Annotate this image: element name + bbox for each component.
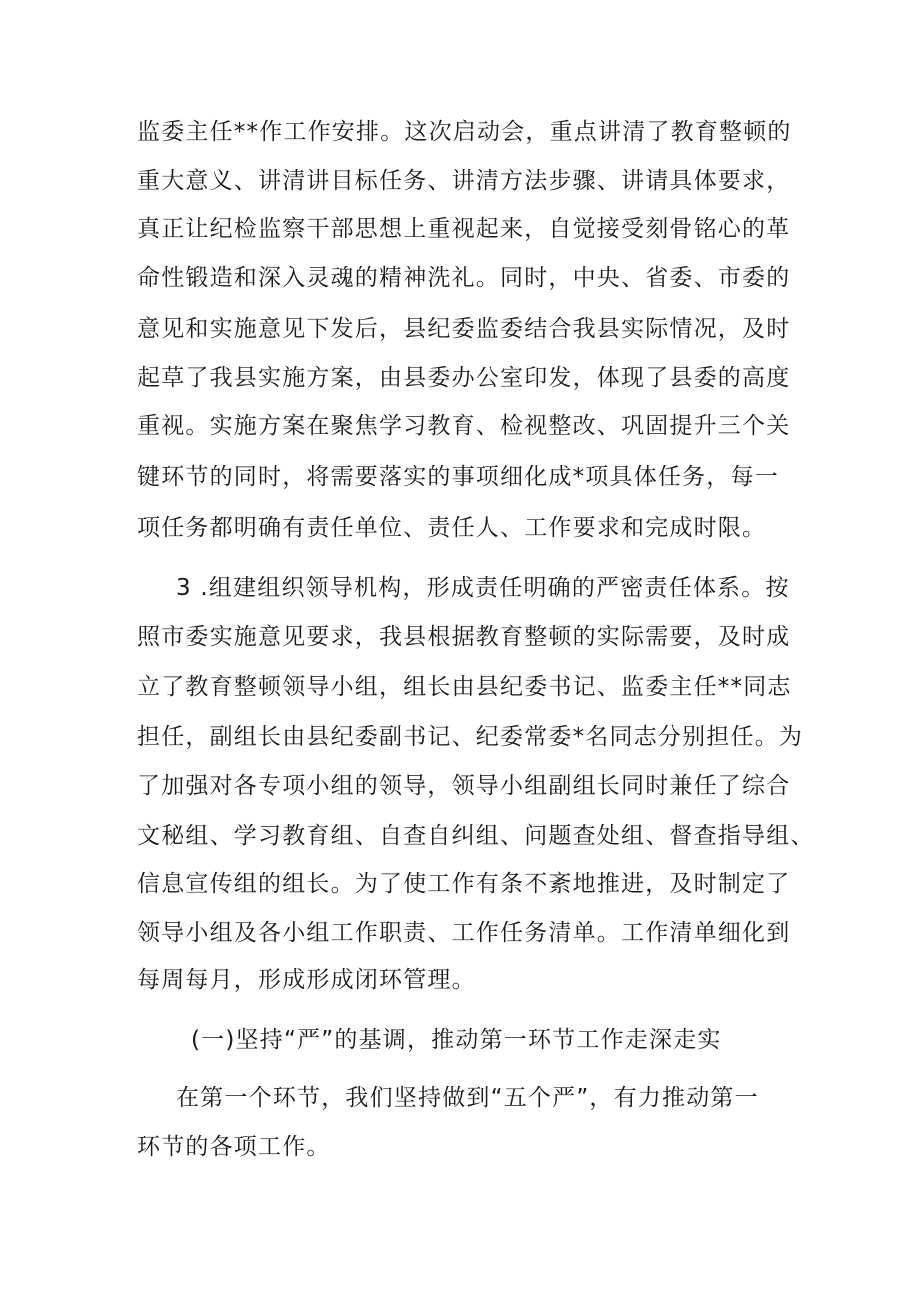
text-line: 照市委实施意见要求，我县根据教育整顿的实际需要，及时成: [137, 624, 791, 650]
text-line: 意见和实施意见下发后，县纪委监委结合我县实际情况，及时: [137, 316, 791, 342]
text-line: 了加强对各专项小组的领导，领导小组副组长同时兼任了综合: [137, 773, 791, 799]
text-line: 真正让纪检监察干部思想上重视起来，自觉接受刻骨铭心的革: [137, 216, 791, 242]
text-line: 环节的各项工作。: [137, 1134, 331, 1160]
text-line: 3 .组建组织领导机构，形成责任明确的严密责任体系。按: [176, 575, 790, 601]
text-line: 重大意义、讲清讲目标任务、讲清方法步骤、讲请具体要求，: [137, 168, 791, 194]
text-line: 起草了我县实施方案，由县委办公室印发，体现了县委的高度: [137, 365, 791, 391]
text-line: 每周每月，形成形成闭环管理。: [137, 967, 476, 993]
text-line: 文秘组、学习教育组、自查自纠组、问题查处组、督查指导组、: [137, 823, 815, 849]
text-line: 担任，副组长由县纪委副书记、纪委常委*名同志分别担任。为: [137, 724, 804, 750]
text-line: 重视。实施方案在聚焦学习教育、检视整改、巩固提升三个关: [137, 413, 791, 439]
text-line: 键环节的同时，将需要落实的事项细化成*项具体任务，每一: [137, 464, 779, 490]
text-line: 监委主任**作工作安排。这次启动会，重点讲清了教育整顿的: [137, 119, 792, 145]
section-heading: (一)坚持“严”的基调，推动第一环节工作走深走实: [191, 1027, 722, 1053]
text-line: 领导小组及各小组工作职责、工作任务清单。工作清单细化到: [137, 920, 791, 946]
text-line: 立了教育整顿领导小组，组长由县纪委书记、监委主任**同志: [137, 674, 792, 700]
text-line: 信息宣传组的组长。为了使工作有条不紊地推进，及时制定了: [137, 871, 791, 897]
text-line: 项任务都明确有责任单位、责任人、工作要求和完成时限。: [137, 515, 767, 541]
text-line: 命性锻造和深入灵魂的精神洗礼。同时，中央、省委、市委的: [137, 265, 791, 291]
text-line: 在第一个环节，我们坚持做到“五个严”，有力推动第一: [176, 1085, 759, 1111]
